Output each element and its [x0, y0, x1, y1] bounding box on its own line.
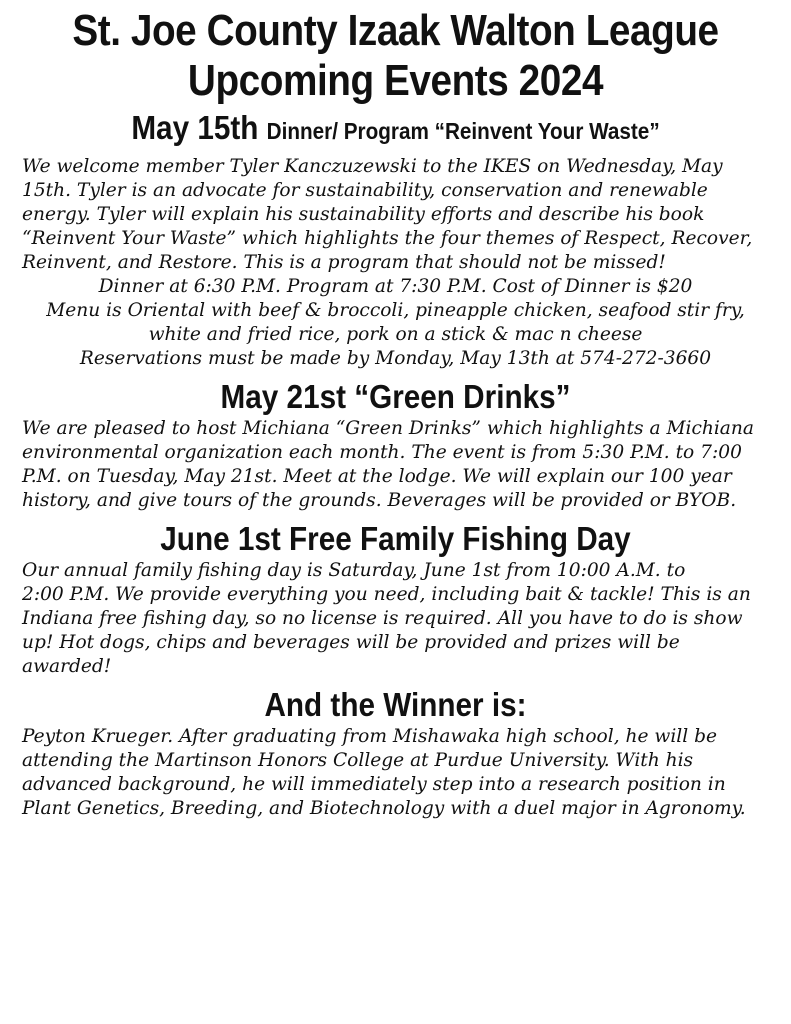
text-line: 2:00 P.M. We provide everything you need, including bait & tackle! This is an [22, 584, 751, 605]
event-heading-date: May 15th [131, 109, 259, 146]
winner-body [22, 725, 769, 821]
event-heading-title: Dinner/ Program “Reinvent Your Waste” [266, 118, 660, 144]
event-heading-may-21: May 21st “Green Drinks” [220, 378, 571, 415]
text-line: Reservations must be made by Monday, May 13th at 574-272-3660 [79, 348, 712, 369]
winner-heading: And the Winner is: [264, 686, 527, 723]
text-line: Dinner at 6:30 P.M. Program at 7:30 P.M. Cost of Dinner is $20 [98, 276, 693, 297]
text-line: environmental organization each month. The event is from 5:30 P.M. to 7:00 [22, 442, 742, 463]
event-body-june-1 [22, 559, 769, 679]
event-heading-may-15 [59, 108, 731, 151]
page-title-line-2: Upcoming Events 2024 [187, 56, 604, 105]
text-line: Indiana free fishing day, so no license is required. All you have to do is show [22, 608, 743, 629]
text-line: Reinvent, and Restore. This is a program that should not be missed! [22, 252, 666, 273]
text-line: 15th. Tyler is an advocate for sustainability, conservation and renewable [22, 180, 708, 201]
text-line: advanced background, he will immediately step into a research position in [22, 774, 726, 795]
text-line: up! Hot dogs, chips and beverages will be provided and prizes will be awarded! [22, 632, 680, 677]
event-body-may-15 [22, 155, 769, 275]
event-details-may-15 [22, 275, 769, 371]
text-line: P.M. on Tuesday, May 21st. Meet at the lodge. We will explain our 100 year [22, 466, 732, 487]
text-line: attending the Martinson Honors College at Purdue University. With his [22, 750, 694, 771]
event-body-may-21 [22, 417, 769, 513]
text-line: “Reinvent Your Waste” which highlights the four themes of Respect, Recover, [22, 228, 753, 249]
text-line: energy. Tyler will explain his sustainability efforts and describe his book [22, 204, 705, 225]
event-heading-june-1: June 1st Free Family Fishing Day [160, 520, 631, 557]
text-line: Our annual family fishing day is Saturday, June 1st from 10:00 A.M. to [22, 560, 686, 581]
text-line: Plant Genetics, Breeding, and Biotechnology with a duel major in Agronomy. [22, 798, 746, 819]
page-title-line-1: St. Joe County Izaak Walton League [72, 6, 719, 55]
text-line: white and fried rice, pork on a stick & mac n cheese [148, 324, 643, 345]
text-line: Menu is Oriental with beef & broccoli, pineapple chicken, seafood stir fry, [46, 300, 745, 321]
text-line: history, and give tours of the grounds. Beverages will be provided or BYOB. [22, 490, 737, 511]
text-line: We welcome member Tyler Kanczuzewski to the IKES on Wednesday, May [22, 156, 723, 177]
text-line: Peyton Krueger. After graduating from Mishawaka high school, he will be [22, 726, 717, 747]
text-line: We are pleased to host Michiana “Green Drinks” which highlights a Michiana [22, 418, 754, 439]
